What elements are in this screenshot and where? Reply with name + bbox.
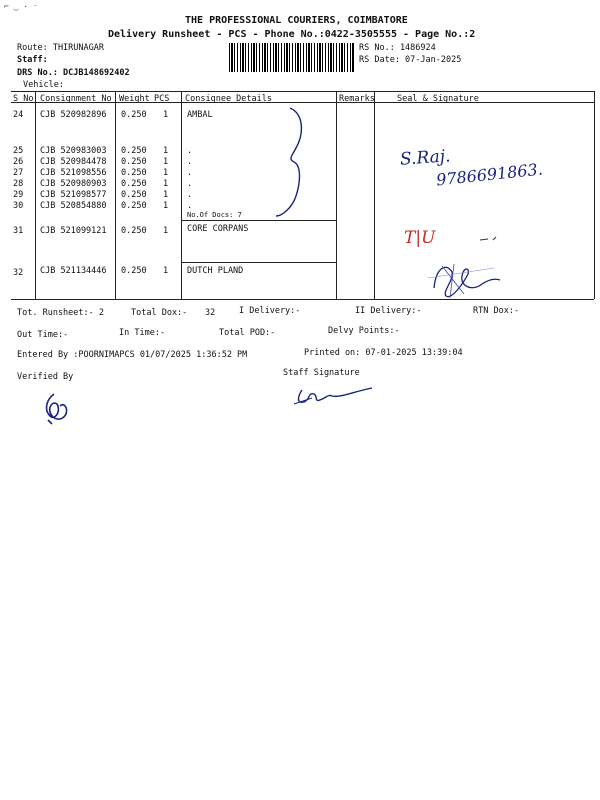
- total-pod: Total POD:-: [219, 328, 276, 338]
- ii-delivery: II Delivery:-: [355, 306, 422, 316]
- cell-consignment: CJB 520854880: [40, 201, 107, 211]
- cell-pcs: 1: [163, 179, 169, 189]
- cell-weight: 0.250: [121, 110, 147, 120]
- col-header-pcs: PCS: [154, 94, 170, 104]
- cell-consignment: CJB 520980903: [40, 179, 107, 189]
- row-divider: [181, 262, 336, 263]
- staff-signature-label: Staff Signature: [283, 368, 360, 378]
- handwritten-stroke: [478, 234, 502, 244]
- vehicle: Vehicle:: [23, 80, 64, 90]
- cell-sno: 25: [13, 146, 24, 156]
- company-name: THE PROFESSIONAL COURIERS, COIMBATORE: [185, 15, 408, 26]
- cell-sno: 30: [13, 201, 24, 211]
- cell-weight: 0.250: [121, 146, 147, 156]
- handwritten-mark: T|U: [404, 228, 436, 248]
- cell-sno: 29: [13, 190, 24, 200]
- drs-number: DRS No.: DCJB148692402: [17, 68, 130, 78]
- verified-by-signature: [40, 390, 74, 426]
- rtn-dox: RTN Dox:-: [473, 306, 520, 316]
- cell-consignment: CJB 521099121: [40, 226, 107, 236]
- cell-weight: 0.250: [121, 190, 147, 200]
- col-divider: [115, 91, 116, 299]
- in-time: In Time:-: [119, 328, 166, 338]
- col-header-consignment: Consignment No: [40, 94, 112, 104]
- cell-consignee: .: [187, 179, 193, 189]
- runsheet-title: Delivery Runsheet - PCS - Phone No.:0422-3505555 - Page No.:2: [108, 29, 476, 40]
- cell-consignee: .: [187, 146, 193, 156]
- rs-date: RS Date: 07-Jan-2025: [359, 55, 462, 65]
- total-dox-value: 32: [205, 308, 216, 318]
- handwritten-bracket: [260, 104, 320, 220]
- handwritten-phone: 9786691863.: [435, 159, 544, 190]
- cell-pcs: 1: [163, 190, 169, 200]
- scan-artifact: ⌐ ‿ · ⁻: [4, 2, 38, 11]
- cell-sno: 32: [13, 268, 24, 278]
- cell-consignment: CJB 521134446: [40, 266, 107, 276]
- cell-sno: 31: [13, 226, 24, 236]
- cell-sno: 28: [13, 179, 24, 189]
- cell-consignment: CJB 521098577: [40, 190, 107, 200]
- staff: Staff:: [17, 55, 48, 65]
- total-dox-label: Total Dox:-: [131, 308, 188, 318]
- verified-by: Verified By: [17, 372, 74, 382]
- cell-consignee: CORE CORPANS: [187, 224, 249, 234]
- cell-sno: 27: [13, 168, 24, 178]
- col-divider: [336, 91, 337, 299]
- cell-consignee: .: [187, 157, 193, 167]
- cell-consignee: .: [187, 190, 193, 200]
- cell-consignee: .: [187, 201, 193, 211]
- cell-sno: 24: [13, 110, 24, 120]
- cell-consignee: DUTCH PLAND: [187, 266, 244, 276]
- cell-weight: 0.250: [121, 179, 147, 189]
- table-top-border: [11, 91, 594, 92]
- cell-weight: 0.250: [121, 157, 147, 167]
- cell-pcs: 1: [163, 226, 169, 236]
- delvy-points: Delvy Points:-: [328, 326, 400, 336]
- cell-weight: 0.250: [121, 168, 147, 178]
- handwritten-signature: S.Raj.: [399, 146, 452, 170]
- entered-by: Entered By :POORNIMAPCS 01/07/2025 1:36:52 PM: [17, 350, 248, 360]
- col-header-sno: S No: [13, 94, 34, 104]
- cell-pcs: 1: [163, 266, 169, 276]
- col-header-seal-signature: Seal & Signature: [397, 94, 479, 104]
- printed-on: Printed on: 07-01-2025 13:39:04: [304, 348, 463, 358]
- cell-weight: 0.250: [121, 201, 147, 211]
- route: Route: THIRUNAGAR: [17, 43, 104, 53]
- cell-consignment: CJB 520984478: [40, 157, 107, 167]
- col-divider: [374, 91, 375, 299]
- cell-consignee: .: [187, 168, 193, 178]
- tot-runsheet: Tot. Runsheet:- 2: [17, 308, 104, 318]
- table-bottom-border: [11, 299, 594, 300]
- cell-consignment: CJB 520983003: [40, 146, 107, 156]
- cell-consignment: CJB 520982896: [40, 110, 107, 120]
- col-header-consignee: Consignee Details: [185, 94, 272, 104]
- cell-pcs: 1: [163, 157, 169, 167]
- col-divider: [181, 91, 182, 299]
- cell-pcs: 1: [163, 146, 169, 156]
- col-divider: [35, 91, 36, 299]
- cell-pcs: 1: [163, 110, 169, 120]
- cell-consignee: AMBAL: [187, 110, 213, 120]
- col-divider: [594, 91, 595, 299]
- barcode: [229, 43, 354, 72]
- rs-number: RS No.: 1486924: [359, 43, 436, 53]
- cell-weight: 0.250: [121, 226, 147, 236]
- col-header-weight: Weight: [119, 94, 150, 104]
- cell-consignment: CJB 521098556: [40, 168, 107, 178]
- row-divider: [181, 220, 336, 221]
- out-time: Out Time:-: [17, 330, 69, 340]
- col-header-remarks: Remarks: [339, 94, 375, 104]
- cell-sno: 26: [13, 157, 24, 167]
- i-delivery: I Delivery:-: [239, 306, 301, 316]
- cell-pcs: 1: [163, 168, 169, 178]
- staff-signature: [292, 382, 382, 408]
- signature-stamp-mark: [424, 258, 504, 302]
- cell-pcs: 1: [163, 201, 169, 211]
- cell-weight: 0.250: [121, 266, 147, 276]
- no-of-docs: No.Of Docs: 7: [187, 211, 242, 219]
